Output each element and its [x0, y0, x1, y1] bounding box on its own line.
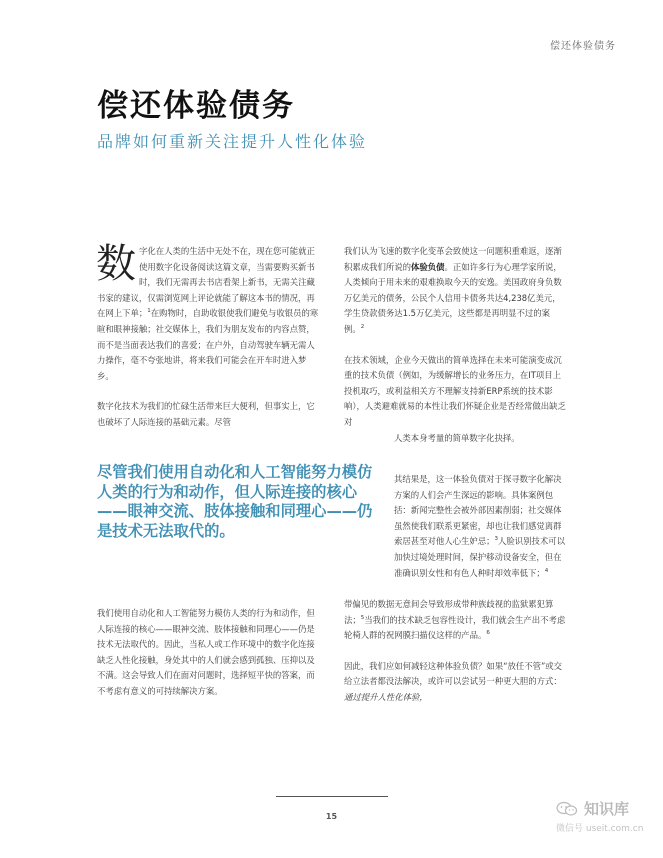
watermark-subtitle: 微信号 useit.com.cn — [556, 824, 644, 834]
intro-paragraph — [96, 241, 319, 384]
pull-quote: 尽管我们使用自动化和人工智能努力模仿人类的行为和动作，但人际连接的核心——眼神交流、肢体接触和同理心——仍是技术无法取代的。 — [97, 463, 373, 541]
paragraph: 数字化技术为我们的忙碌生活带来巨大便利，但事实上，它也破坏了人际连接的基础元素。尽管 — [97, 401, 315, 427]
footnote-ref: 5 — [360, 614, 365, 621]
italic-phrase: 通过提升人性化体验， — [344, 691, 428, 702]
paragraph: 其结果是，这一体验负债对于探寻数字化解决方案的人们会产生深远的影响。具体案例包括：新闻完整性会被外部因素削弱；社交媒体虽然使我们联系更紧密，却也让我们感觉离群索居甚至对他人心生妒忌；$^3$人脸识别技术可以加快过境处理时间，保护移动设备安全，但在准确识别女性和有色人种时却效率低下；$^4$ — [394, 474, 565, 578]
page-subtitle: 品牌如何重新关注提升人性化体验 — [97, 132, 368, 151]
footer-rule — [276, 796, 388, 797]
right-column — [344, 244, 566, 446]
intro-text-cont: 在购物时，自助收银使我们避免与收银员的寒暄和眼神接触；社交媒体上，我们为朋友发布的内容点赞，而不是当面表达我们的喜爱；在户外，自动驾驶车辆无需人力操作，毫不夸张地讲，将来我们可能会在开车时进入梦乡。 — [97, 308, 319, 381]
wechat-icon — [556, 801, 578, 817]
footnote-ref: 1 — [147, 308, 151, 315]
right-column-lower — [344, 597, 566, 706]
paragraph: 我们认为飞速的数字化变革会致使这一问题积重难返，逐渐积累成我们所说的体验负债。正如许多行为心理学家所说，人类倾向于用未来的艰难换取今天的安逸。美国政府身负数万亿美元的债务，公民个人信用卡债务共达4,238亿美元，学生贷款债务达1.5万亿美元，这些都是再明显不过的案例。$^2$ — [344, 246, 562, 334]
right-column-indented — [394, 472, 566, 581]
footnote-ref: 6 — [486, 630, 490, 637]
footnote-ref: 2 — [360, 324, 365, 331]
bold-term: 体验负债 — [411, 261, 445, 272]
paragraph: 因此，我们应如何减轻这种体验负债？如果“放任不管”或交给立法者都没法解决，或许可以尝试另一种更大胆的方式：通过提升人性化体验， — [344, 660, 563, 702]
left-column-lower — [97, 606, 319, 700]
page-number: 15 — [325, 812, 338, 821]
watermark-title: 知识库 — [584, 800, 630, 818]
page-title: 偿还体验债务 — [97, 88, 295, 124]
intro-text: 字化在人类的生活中无处不在，现在您可能就正使用数字化设备阅读这篇文章，当需要购买新书时，我们无需再去书店看架上新书，无需关注藏书家的建议，仅需浏览网上评论就能了解这本书的情况，再在网上下单； — [97, 246, 315, 319]
left-column-intro — [96, 241, 319, 431]
watermark — [556, 798, 663, 834]
footnote-ref: 3 — [494, 536, 498, 543]
paragraph: 在技术领域，企业今天做出的简单选择在未来可能演变成沉重的技术负债（例如，为缓解增长的业务压力，在IT项目上投机取巧，或利益相关方不理解支持新ERP系统的技术影响），人类避难就易的本性让我们怀疑企业是否经常做出缺乏对 — [344, 354, 566, 427]
running-head: 偿还体验债务 — [550, 41, 616, 52]
paragraph-cont: 人类本身考量的简单数字化抉择。 — [394, 432, 520, 443]
dropcap: 数 — [96, 241, 136, 287]
paragraph: 带偏见的数据无意间会导致形成带种族歧视的监狱累犯算法；$^5$当我们的技术缺乏包容性设计，我们就会生产出不考虑轮椅人群的祝网膜扫描仪这样的产品。$^6$ — [344, 599, 566, 641]
paragraph: 我们使用自动化和人工智能努力模仿人类的行为和动作，但人际连接的核心——眼神交流、肢体接触和同理心——仍是技术无法取代的。因此，当私人或工作环境中的数字化连接缺乏人性化接触，身处其中的人们就会感到孤独、压抑以及不满。这会导致人们在面对问题时，选择短平快的答案，而不考虑有意义的可持续解决方案。 — [97, 608, 315, 696]
footnote-ref: 4 — [544, 567, 549, 574]
